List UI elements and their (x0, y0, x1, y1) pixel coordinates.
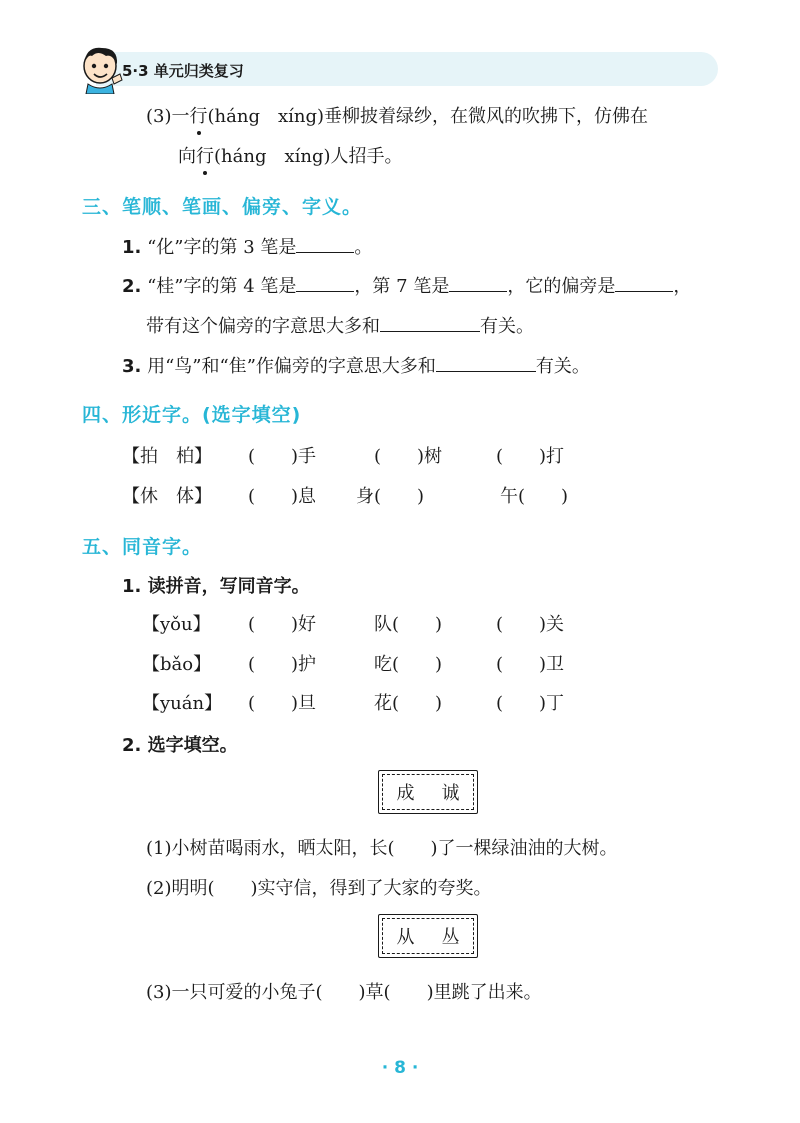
s4-row2-label: 【休 体】 (122, 486, 212, 507)
s4-row2-cell3[interactable]: 午( ) (500, 486, 569, 507)
s5-py2-cell3[interactable]: ( )卫 (496, 654, 565, 675)
s5-py2-label: 【bǎo】 (142, 654, 212, 675)
s5-py1-cell3[interactable]: ( )关 (496, 614, 565, 635)
s4-row1-cell3[interactable]: ( )打 (496, 446, 565, 467)
answer-blank[interactable] (615, 274, 673, 292)
q3-line1-pre: (3)一 (146, 106, 190, 127)
answer-blank[interactable] (296, 235, 354, 253)
s5-sub2-text: 选字填空。 (147, 735, 238, 756)
word-choice-1b: 诚 (441, 783, 460, 804)
s5-sentence-3: (3)一只可爱的小兔子( )草( )里跳了出来。 (146, 982, 542, 1003)
s4-row1-cell1[interactable]: ( )手 (248, 446, 317, 467)
s5-sub1-text: 读拼音，写同音字。 (147, 576, 310, 597)
page-number: · 8 · (381, 1058, 419, 1078)
s3-item3-b: 有关。 (535, 356, 590, 377)
s5-py3-cell3[interactable]: ( )丁 (496, 693, 565, 714)
s3-item1 (122, 233, 372, 259)
s5-py1-cell2[interactable]: 队( ) (374, 614, 443, 635)
s3-item2-num: 2. (122, 276, 142, 297)
word-choice-1a: 成 (396, 783, 415, 804)
answer-blank[interactable] (296, 274, 354, 292)
mascot-icon (78, 44, 124, 94)
s3-item2-c: ，它的偏旁是 (507, 276, 616, 297)
s3-item2-a: “桂”字的第 4 笔是 (147, 276, 297, 297)
s3-item2-line2 (146, 312, 534, 338)
word-choice-2b: 丛 (441, 927, 460, 948)
word-choice-2a: 从 (396, 927, 415, 948)
q3-line2 (178, 142, 403, 168)
section3-title: 三、笔顺、笔画、偏旁、字义。 (82, 196, 363, 218)
s5-py2-cell2[interactable]: 吃( ) (374, 654, 443, 675)
q3-line1-rest: (háng xíng)垂柳披着绿纱，在微风的吹拂下，仿佛在 (207, 106, 649, 127)
s5-py1-cell1[interactable]: ( )好 (248, 614, 317, 635)
section4-title: 四、形近字。(选字填空) (82, 404, 302, 426)
s3-item2-b: ，第 7 笔是 (354, 276, 450, 297)
s5-py3-label: 【yuán】 (142, 693, 223, 714)
q3-line2-pre: 向 (178, 146, 196, 167)
section5-title: 五、同音字。 (82, 536, 203, 558)
s5-py3-cell2[interactable]: 花( ) (374, 693, 443, 714)
s5-py3-cell1[interactable]: ( )旦 (248, 693, 317, 714)
answer-blank[interactable] (436, 354, 536, 372)
s5-sub2 (122, 731, 238, 757)
s3-item3 (122, 352, 590, 378)
s3-item2-d: ， (673, 276, 692, 297)
s4-row2-cell2[interactable]: 身( ) (356, 486, 425, 507)
header-title: 5·3 单元归类复习 (122, 62, 244, 80)
s3-item3-a: 用“鸟”和“隹”作偏旁的字意思大多和 (147, 356, 436, 377)
s3-item2-e: 带有这个偏旁的字意思大多和 (146, 316, 380, 337)
s4-row1-cell2[interactable]: ( )树 (374, 446, 443, 467)
s4-row1-label: 【拍 柏】 (122, 446, 212, 467)
s3-item2-f: 有关。 (480, 316, 534, 337)
s3-item1-num: 1. (122, 237, 142, 258)
s3-item2 (122, 272, 691, 298)
s3-item3-num: 3. (122, 356, 142, 377)
s5-sub1 (122, 572, 310, 598)
s5-py1-label: 【yǒu】 (142, 614, 211, 635)
answer-blank[interactable] (380, 314, 480, 332)
word-choice-box-1 (378, 770, 478, 814)
s3-item1-end: 。 (354, 237, 373, 258)
q3-line2-rest: (háng xíng)人招手。 (214, 146, 403, 167)
answer-blank[interactable] (449, 274, 507, 292)
s5-sub1-num: 1. (122, 576, 142, 597)
s5-sentence-1: (1)小树苗喝雨水，晒太阳，长( )了一棵绿油油的大树。 (146, 838, 618, 859)
word-choice-box-2 (378, 914, 478, 958)
q3-line2-dot-char: 行 (196, 146, 214, 167)
q3-line1 (146, 102, 648, 128)
q3-line1-dot-char: 行 (189, 106, 208, 127)
s5-sub2-num: 2. (122, 735, 142, 756)
s5-py2-cell1[interactable]: ( )护 (248, 654, 317, 675)
s4-row2-cell1[interactable]: ( )息 (248, 486, 317, 507)
s3-item1-text: “化”字的第 3 笔是 (147, 237, 297, 258)
s5-sentence-2: (2)明明( )实守信，得到了大家的夸奖。 (146, 878, 492, 899)
